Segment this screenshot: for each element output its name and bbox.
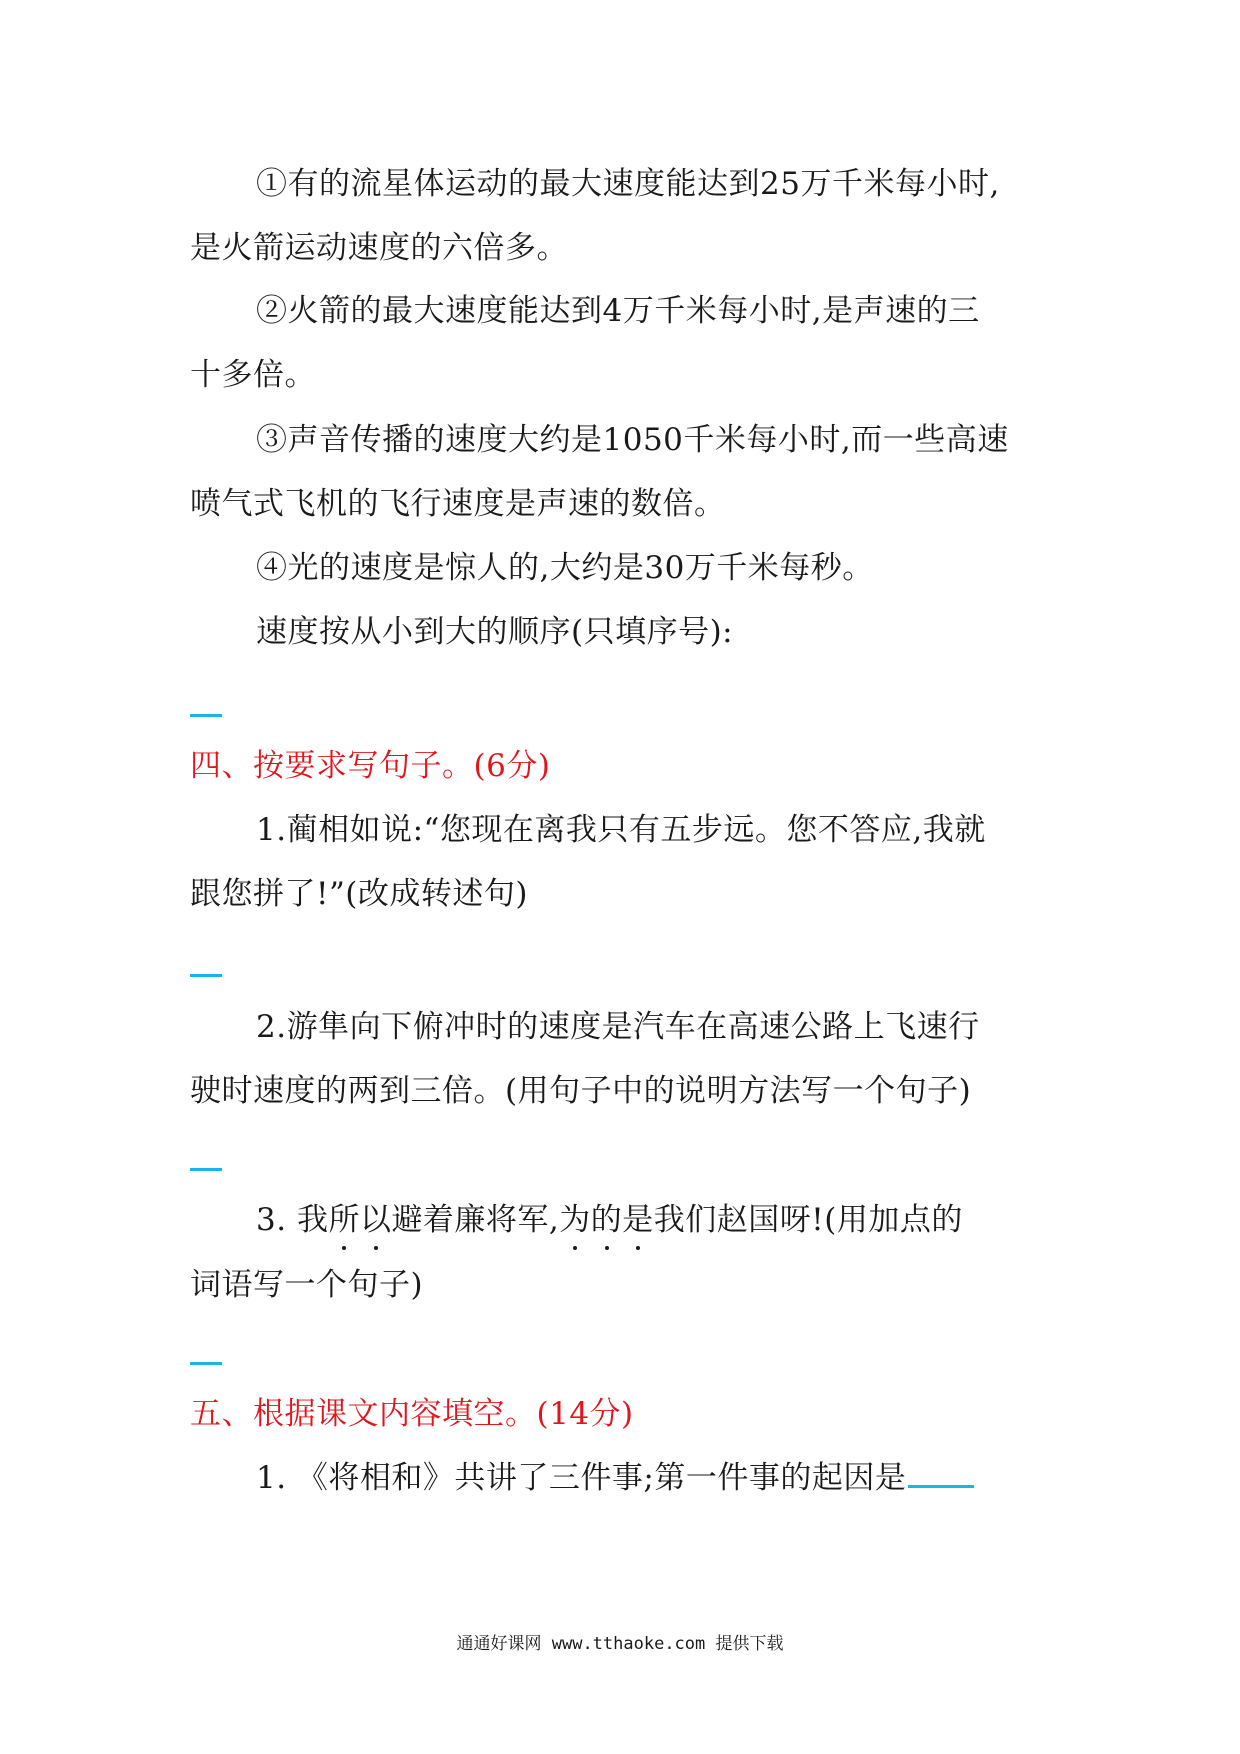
section-5-q1-line-1 (256, 1458, 974, 1498)
q3-dotted-char: 所 (328, 1202, 360, 1238)
passage-item-3-line-1: ③声音传播的速度大约是1050千米每小时,而一些高速 (256, 422, 1009, 458)
section-4-q2-line-1: 2.游隼向下俯冲时的速度是汽车在高速公路上飞速行 (256, 1009, 980, 1045)
page-footer: 通通好课网 www.tthaoke.com 提供下载 (456, 1634, 784, 1654)
section-5-q1-text: 1. 《将相和》共讲了三件事;第一件事的起因是 (256, 1460, 907, 1496)
q3-dotted-char: 是 (622, 1202, 654, 1238)
passage-item-1-line-2: 是火箭运动速度的六倍多。 (190, 230, 568, 266)
q3-text-1: 我 (296, 1202, 329, 1238)
section-4-q2-line-2: 驶时速度的两到三倍。(用句子中的说明方法写一个句子) (190, 1073, 972, 1109)
section-4-heading: 四、按要求写句子。(6分) (190, 748, 551, 784)
answer-line-order[interactable] (190, 714, 222, 717)
section-5-heading: 五、根据课文内容填空。(14分) (190, 1396, 634, 1432)
section-4-q3-line-2: 词语写一个句子) (190, 1267, 424, 1303)
q3-dotted-char: 的 (590, 1202, 623, 1238)
q3-number: 3. (256, 1202, 297, 1238)
q3-text-3: 我们赵国呀!(用加点的 (653, 1202, 963, 1238)
q3-text-2: 避着廉将军, (391, 1202, 560, 1238)
answer-line-q1[interactable] (190, 974, 222, 977)
order-prompt: 速度按从小到大的顺序(只填序号): (256, 614, 734, 650)
section-4-q1-line-2: 跟您拼了!”(改成转述句) (190, 876, 528, 912)
section-4-q3-line-1 (256, 1200, 963, 1240)
q3-dotted-char: 为 (559, 1202, 591, 1238)
passage-item-2-line-2: 十多倍。 (190, 357, 316, 393)
passage-item-4-line-1: ④光的速度是惊人的,大约是30万千米每秒。 (256, 550, 874, 586)
answer-line-q2[interactable] (190, 1168, 222, 1171)
q3-dotted-char: 以 (359, 1202, 392, 1238)
section-4-q1-line-1: 1.蔺相如说:“您现在离我只有五步远。您不答应,我就 (256, 812, 986, 848)
fill-in-blank[interactable] (908, 1484, 974, 1488)
answer-line-q3[interactable] (190, 1362, 222, 1365)
passage-item-1-line-1: ①有的流星体运动的最大速度能达到25万千米每小时, (256, 166, 1000, 202)
passage-item-3-line-2: 喷气式飞机的飞行速度是声速的数倍。 (190, 486, 726, 522)
passage-item-2-line-1: ②火箭的最大速度能达到4万千米每小时,是声速的三 (256, 293, 980, 329)
